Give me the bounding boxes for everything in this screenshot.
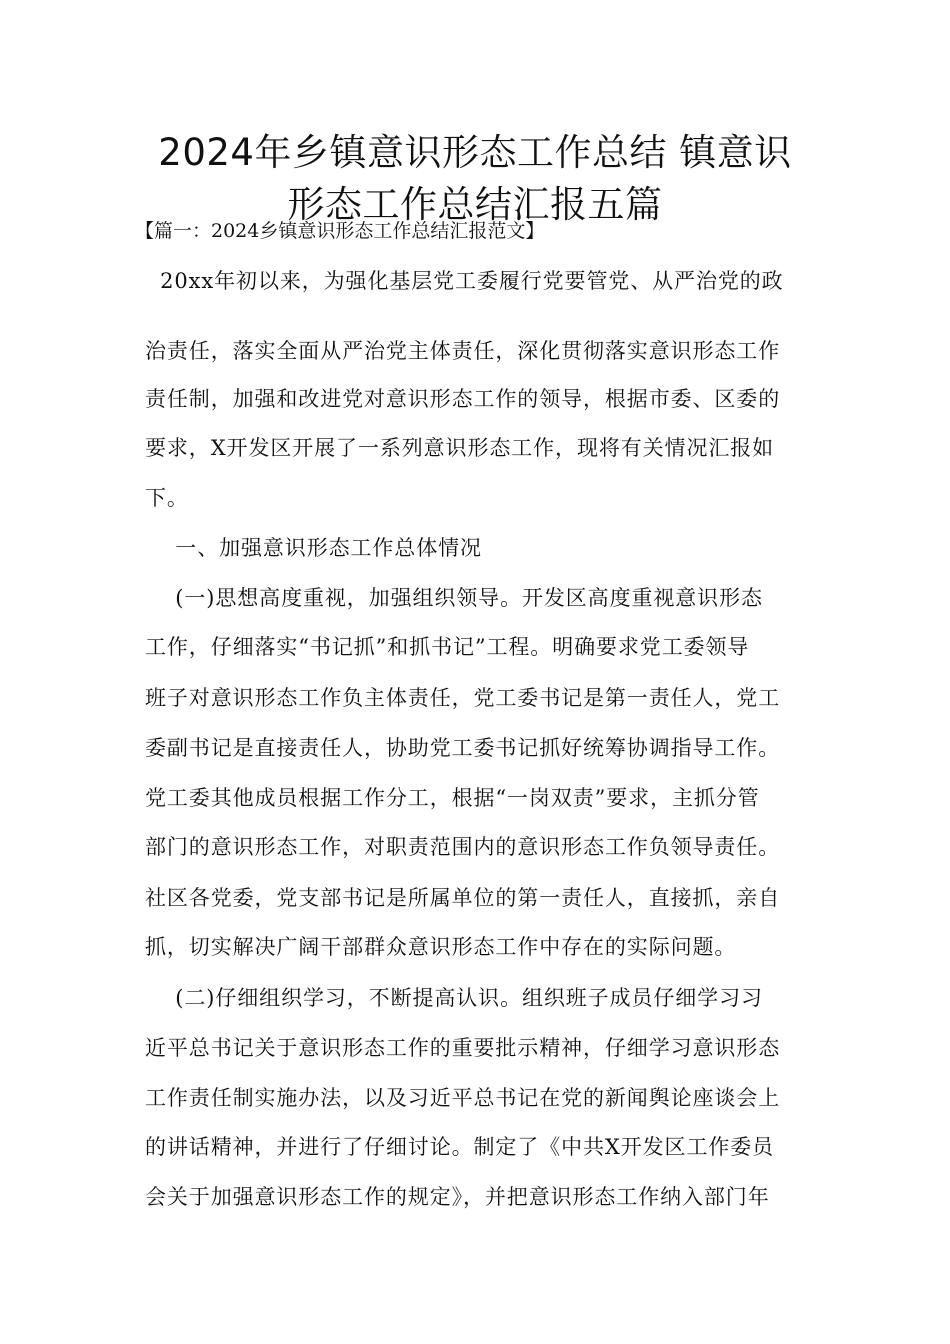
- body-line: 责任制，加强和改进党对意识形态工作的领导，根据市委、区委的: [145, 387, 781, 411]
- section-heading: 【篇一：2024乡镇意识形态工作总结汇报范文】: [135, 220, 545, 242]
- body-line: (一)思想高度重视，加强组织领导。开发区高度重视意识形态: [145, 586, 763, 610]
- body-line: 社区各党委，党支部书记是所属单位的第一责任人，直接抓，亲自: [145, 886, 781, 910]
- body-line: 部门的意识形态工作，对职责范围内的意识形态工作负领导责任。: [145, 835, 781, 859]
- document-title-line-2: 形态工作总结汇报五篇: [287, 183, 663, 226]
- body-line: 20xx年初以来，为强化基层党工委履行党要管党、从严治党的政: [145, 269, 784, 293]
- body-line: 党工委其他成员根据工作分工，根据“一岗双责”要求，主抓分管: [145, 786, 760, 810]
- body-line: 下。: [145, 486, 189, 510]
- body-line: 会关于加强意识形态工作的规定》，并把意识形态工作纳入部门年: [145, 1185, 770, 1209]
- body-line: 抓，切实解决广阔干部群众意识形态工作中存在的实际问题。: [145, 935, 737, 959]
- body-line: 工作，仔细落实“书记抓”和抓书记”工程。明确要求党工委领导: [145, 635, 750, 659]
- body-line: 的讲话精神，并进行了仔细讨论。制定了《中共X开发区工作委员: [145, 1135, 775, 1159]
- body-line: 委副书记是直接责任人，协助党工委书记抓好统筹协调指导工作。: [145, 736, 781, 760]
- body-line: 一、加强意识形态工作总体情况: [145, 536, 482, 560]
- body-line: (二)仔细组织学习，不断提高认识。组织班子成员仔细学习习: [145, 986, 763, 1010]
- body-line: 要求，X开发区开展了一系列意识形态工作，现将有关情况汇报如: [145, 436, 775, 460]
- document-title-line-1: 2024年乡镇意识形态工作总结 镇意识: [158, 131, 792, 174]
- body-line: 近平总书记关于意识形态工作的重要批示精神，仔细学习意识形态: [145, 1036, 781, 1060]
- body-line: 班子对意识形态工作负主体责任，党工委书记是第一责任人，党工: [145, 686, 781, 710]
- body-line: 治责任，落实全面从严治党主体责任，深化贯彻落实意识形态工作: [145, 339, 781, 363]
- body-line: 工作责任制实施办法，以及习近平总书记在党的新闻舆论座谈会上: [145, 1086, 781, 1110]
